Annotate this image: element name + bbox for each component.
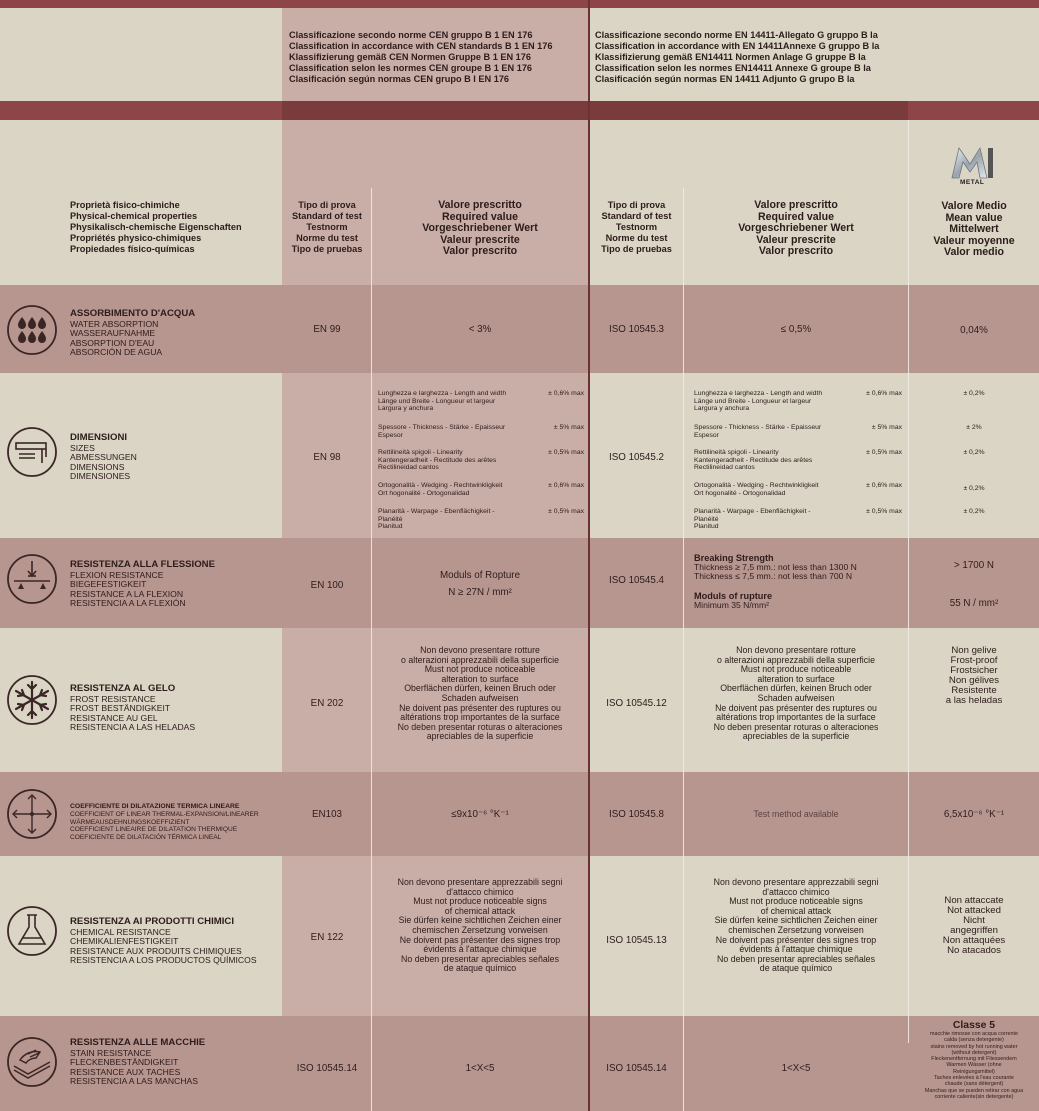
modulus-text: Minimum 35 N/mm² [694,600,769,610]
chemical-mean: Non attaccate Not attacked Nicht angegriffen Non attaquées No atacados [942,895,1006,956]
brand-logo [950,144,996,190]
chemical-value-a: Non devono presentare apprezzabili segni d'attacco chimico Must not produce noticeable signs of chemical attack Sie dürfen keine sichtlichen Zeichen einer chemischen Zersetzung vorweisen Ne doivent pas présenter des signes trop évidents à l'attaque chimique No deben presentar apreciables señales de ataque químico [397,877,563,974]
water-test-b: ISO 10545.3 [608,324,664,335]
required-heading-a: Valore prescritto Required value Vorgeschriebener Wert Valeur prescrite Valor prescrito [422,199,538,258]
thermal-test-a: EN103 [312,809,342,820]
breaking-strength-title: Breaking Strength [694,553,774,563]
properties-heading: Proprietà fisico-chimiche Physical-chemical properties Physikalisch-chemische Eigenschaften Propriétés physico-chimiques Propiedades físico-químicas [70,200,242,254]
dimensions-item-b: Spessore - Thickness - Stärke - Epaisseur Espesor ± 5% max [694,424,902,439]
stain-class: Classe 5 [952,1020,996,1031]
flexion-mean-modulus: 55 N / mm² [949,598,999,609]
water-subtitle: WATER ABSORPTION WASSERAUFNAHME ABSORPTION D'EAU ABSORCIÓN DE AGUA [70,318,163,358]
flexion-value-a-title: Moduls of Ropture [439,570,521,581]
dimensions-item-a: Rettilineità spigoli - Linearity Kantengeradheit - Rectitude des arêtes Rectilineidad cantos ± 0,5% max [378,449,584,472]
frost-test-b: ISO 10545.12 [606,698,667,709]
frost-subtitle: FROST RESISTANCE FROST BESTÄNDIGKEIT RESISTANCE AU GEL RESISTENCIA A LAS HELADAS [70,693,196,733]
flexion-test-b: ISO 10545.4 [608,575,664,586]
dimensions-item-a: Spessore - Thickness - Stärke - Epaisseur Espesor ± 5% max [378,424,584,439]
logo-text: METAL [960,179,985,186]
standard-b-heading: Classificazione secondo norme EN 14411-Allegato G gruppo B la Classification in accordance with EN 14411Annexe G gruppo B la Klassifizierung gemäß EN14411 Normen Anlage G gruppe B la Classification selon les normes EN14411 Annexe G groupe B la Clasificación según normas EN 14411 Adjunto G grupo B la [595,30,880,84]
stain-class-text: macchie rimosse con acqua corrente calda (senza detergente) stains removed by hot running water (without detergent) Fleckenentfernung mit Fliessendem Warmen Wässer (ohne Reinigungsmittel) Taches enlevées à l'eau courante chaude (sans détergent) Manchas que se pueden retirar con agua corriente caliente(sin detergente) [924,1031,1024,1100]
dimensions-item-b: Planarità - Warpage - Ebenflächigkeit - Planéité Planitud ± 0,5% max [694,508,902,531]
water-value-a: < 3% [468,324,492,335]
dimensions-mean: ± 0,2% [963,449,985,456]
breaking-strength-text: Thickness ≥ 7,5 mm.: not less than 1300 N Thickness ≤ 7,5 mm.: not less than 700 N [694,562,857,581]
chemical-title: RESISTENZA AI PRODOTTI CHIMICI [70,916,234,927]
thermal-test-b: ISO 10545.8 [608,809,664,820]
modulus-title: Moduls of rupture [694,591,773,601]
stain-value-b: 1<X<5 [781,1063,811,1074]
dimensions-item-a: Lunghezza e larghezza - Length and width Länge und Breite - Longueur et largeur Largura y anchura ± 0,6% max [378,390,584,413]
stain-mean [909,1020,1039,1100]
frost-value-a: Non devono presentare rotture o alterazioni apprezzabili della superficie Must not produce noticeable alteration to surface Oberflächen dürfen, keinen Bruch oder Schaden aufweisen Ne doivent pas présenter des ruptures ou altérations trop importantes de la surface No deben presentar roturas o alteraciones apreciables de la superficie [397,645,563,742]
mean-value-heading: Valore Medio Mean value Mittelwert Valeur moyenne Valor medio [933,200,1015,259]
flexion-title: RESISTENZA ALLA FLESSIONE [70,559,215,570]
load-bending-icon [6,553,58,605]
test-type-heading-a: Tipo di prova Standard of test Testnorm Norme du test Tipo de pruebas [291,200,363,254]
flexion-test-a: EN 100 [310,580,344,591]
dimensions-label [70,433,137,482]
expansion-arrows-icon [6,788,58,840]
stain-subtitle: STAIN RESISTANCE FLECKENBESTÄNDIGKEIT RESISTANCE AUX TACHES RESISTENCIA A LAS MANCHAS [70,1047,198,1087]
water-value-b: ≤ 0,5% [780,324,812,335]
stain-label [70,1038,205,1087]
thermal-subtitle: COEFFICIENT OF LINEAR THERMAL-EXPANSION/LINEARER WÄRMEAUSDEHNUNGSKOEFFIZIENT COEFFICIENT LINEAIRE DE DILATATION THERMIQUE COEFICIENTE DE DILATACIÓN TÉRMICA LINEAL [70,811,259,841]
water-drops-icon [6,304,58,356]
standard-a-heading: Classificazione secondo norme CEN gruppo B 1 EN 176 Classification in accordance with CEN standards B 1 EN 176 Klassifizierung gemäß CEN Normen Gruppe B 1 EN 176 Classification selon les normes CEN groupe B 1 EN 176 Clasificación según normas CEN grupo B I EN 176 [289,30,553,84]
dimensions-item-a: Ortogonalità - Wedging - Rechtwinkligkeit Ort hogonalité - Ortogonalidad ± 0,6% max [378,482,584,497]
flexion-label [70,560,215,609]
test-type-heading-b: Tipo di prova Standard of test Testnorm Norme du test Tipo de pruebas [601,200,672,254]
frost-mean: Non gelive Frost-proof Frostsicher Non gélives Resistente a las heladas [945,645,1003,706]
stain-value-a: 1<X<5 [465,1063,495,1074]
thermal-title: COEFFICIENTE DI DILATAZIONE TERMICA LINEARE [70,803,240,810]
water-title: ASSORBIMENTO D'ACQUA [70,308,196,319]
water-mean: 0,04% [960,325,988,336]
stain-title: RESISTENZA ALLE MACCHIE [70,1037,206,1048]
dimensions-item-a: Planarità - Warpage - Ebenflächigkeit - Planéité Planitud ± 0,5% max [378,508,584,531]
frost-value-b: Non devono presentare rotture o alterazioni apprezzabili della superficie Must not produce noticeable alteration to surface Oberflächen dürfen, keinen Bruch oder Schaden aufweisen Ne doivent pas présenter des ruptures ou altérations trop importantes de la surface No deben presentar roturas o alteraciones apreciables de la superficie [713,645,879,742]
dimensions-mean: ± 2% [966,424,982,431]
flexion-mean-force: > 1700 N [953,560,995,571]
dimensions-mean: ± 0,2% [963,390,985,397]
chemical-label [70,917,257,966]
flexion-value-b [694,553,904,610]
dimensions-title: DIMENSIONI [70,432,128,443]
thermal-value-b: Test method available [753,809,839,819]
dimensions-test-b: ISO 10545.2 [608,452,664,463]
chemical-test-b: ISO 10545.13 [606,935,667,946]
chemical-test-a: EN 122 [310,932,344,943]
flask-icon [6,905,58,957]
caliper-icon [6,426,58,478]
frost-test-a: EN 202 [310,698,344,709]
dimensions-mean: ± 0,2% [963,508,985,515]
hand-cleaning-icon [6,1036,58,1088]
dimensions-subtitle: SIZES ABMESSUNGEN DIMENSIONS DIMENSIONES [70,442,137,482]
stain-test-b: ISO 10545.14 [606,1063,667,1074]
thermal-value-a: ≤9x10⁻⁶ °K⁻¹ [451,809,509,820]
dimensions-item-b: Ortogonalità - Wedging - Rechtwinkligkeit Ort hogonalité - Ortogonalidad ± 0,6% max [694,482,902,497]
header-divider-band [0,101,1039,120]
dimensions-test-a: EN 98 [313,452,341,463]
chemical-value-b: Non devono presentare apprezzabili segni d'attacco chimico Must not produce noticeable signs of chemical attack Sie dürfen keine sichtlichen Zeichen einer chemischen Zersetzung vorweisen Ne doivent pas présenter des signes trop évidents à l'attaque chimique No deben presentar apreciables señales de ataque químico [713,877,879,974]
frost-title: RESISTENZA AL GELO [70,683,176,694]
dimensions-item-b: Rettilineità spigoli - Linearity Kantengeradheit - Rectitude des arêtes Rectilineidad cantos ± 0,5% max [694,449,902,472]
flexion-value-a: N ≥ 27N / mm² [448,587,512,598]
frost-label [70,684,195,733]
water-absorption-label [70,309,195,358]
snowflake-icon [6,674,58,726]
chemical-subtitle: CHEMICAL RESISTANCE CHEMIKALIENFESTIGKEIT RESISTANCE AUX PRODUITS CHIMIQUES RESISTENCIA A LOS PRODUCTOS QUÍMICOS [70,926,257,966]
dimensions-mean: ± 0,2% [963,485,985,492]
thermal-mean: 6,5x10⁻⁶ °K⁻¹ [943,809,1005,820]
required-heading-b: Valore prescritto Required value Vorgeschriebener Wert Valeur prescrite Valor prescrito [738,199,854,258]
flexion-subtitle: FLEXION RESISTANCE BIEGEFESTIGKEIT RESISTANCE A LA FLEXION RESISTENCIA A LA FLEXIÓN [70,569,186,609]
dimensions-item-b: Lunghezza e larghezza - Length and width Länge und Breite - Longueur et largeur Largura y anchura ± 0,6% max [694,390,902,413]
top-band [0,0,1039,8]
thermal-label [70,803,259,841]
stain-test-a: ISO 10545.14 [296,1063,358,1074]
water-test-a: EN 99 [313,324,341,335]
